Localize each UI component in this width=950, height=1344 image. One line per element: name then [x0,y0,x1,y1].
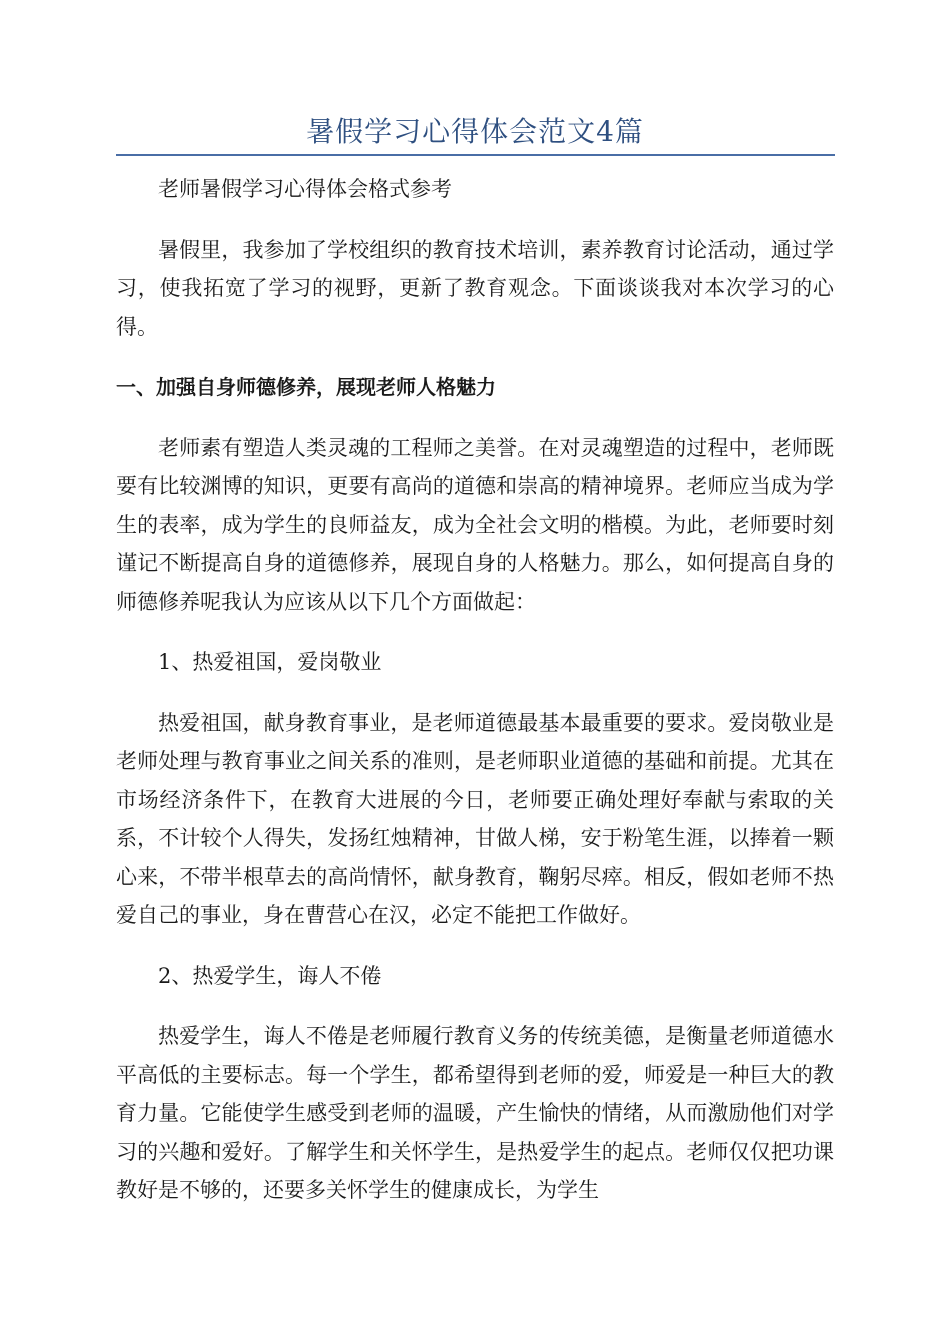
point-title-2: 2、热爱学生，诲人不倦 [158,963,382,988]
document-body [116,170,834,1232]
section-heading: 一、加强自身师德修养，展现老师人格魅力 [116,375,496,399]
point-paragraph-2: 热爱学生，诲人不倦是老师履行教育义务的传统美德，是衡量老师道德水平高低的主要标志。每一个学生，都希望得到老师的爱，师爱是一种巨大的教育力量。它能使学生感受到老师的温暖，产生愉快的情绪，从而激励他们对学习的兴趣和爱好。了解学生和关怀学生，是热爱学生的起点。老师仅仅把功课教好是不够的，还要多关怀学生的健康成长，为学生 [116,1024,834,1202]
document-subtitle: 老师暑假学习心得体会格式参考 [158,177,452,201]
point-title-1: 1、热爱祖国，爱岗敬业 [158,650,382,674]
point-paragraph-1: 热爱祖国，献身教育事业，是老师道德最基本最重要的要求。爱岗敬业是老师处理与教育事业之间关系的准则，是老师职业道德的基础和前提。尤其在市场经济条件下，在教育大进展的今日，老师要正确处理好奉献与索取的关系，不计较个人得失，发扬红烛精神，甘做人梯，安于粉笔生涯，以捧着一颗心来，不带半根草去的高尚情怀，献身教育，鞠躬尽瘁。相反，假如老师不热爱自己的事业，身在曹营心在汉，必定不能把工作做好。 [116,710,834,927]
section-paragraph: 老师素有塑造人类灵魂的工程师之美誉。在对灵魂塑造的过程中，老师既要有比较渊博的知识，更要有高尚的道德和崇高的精神境界。老师应当成为学生的表率，成为学生的良师益友，成为全社会文明的楷模。为此，老师要时刻谨记不断提高自身的道德修养，展现自身的人格魅力。那么，如何提高自身的师德修养呢我认为应该从以下几个方面做起： [116,435,834,614]
intro-paragraph: 暑假里，我参加了学校组织的教育技术培训，素养教育讨论活动，通过学习，使我拓宽了学习的视野，更新了教育观念。下面谈谈我对本次学习的心得。 [116,237,834,339]
document-title: 暑假学习心得体会范文4篇 [306,115,644,148]
title-underline [116,154,835,156]
